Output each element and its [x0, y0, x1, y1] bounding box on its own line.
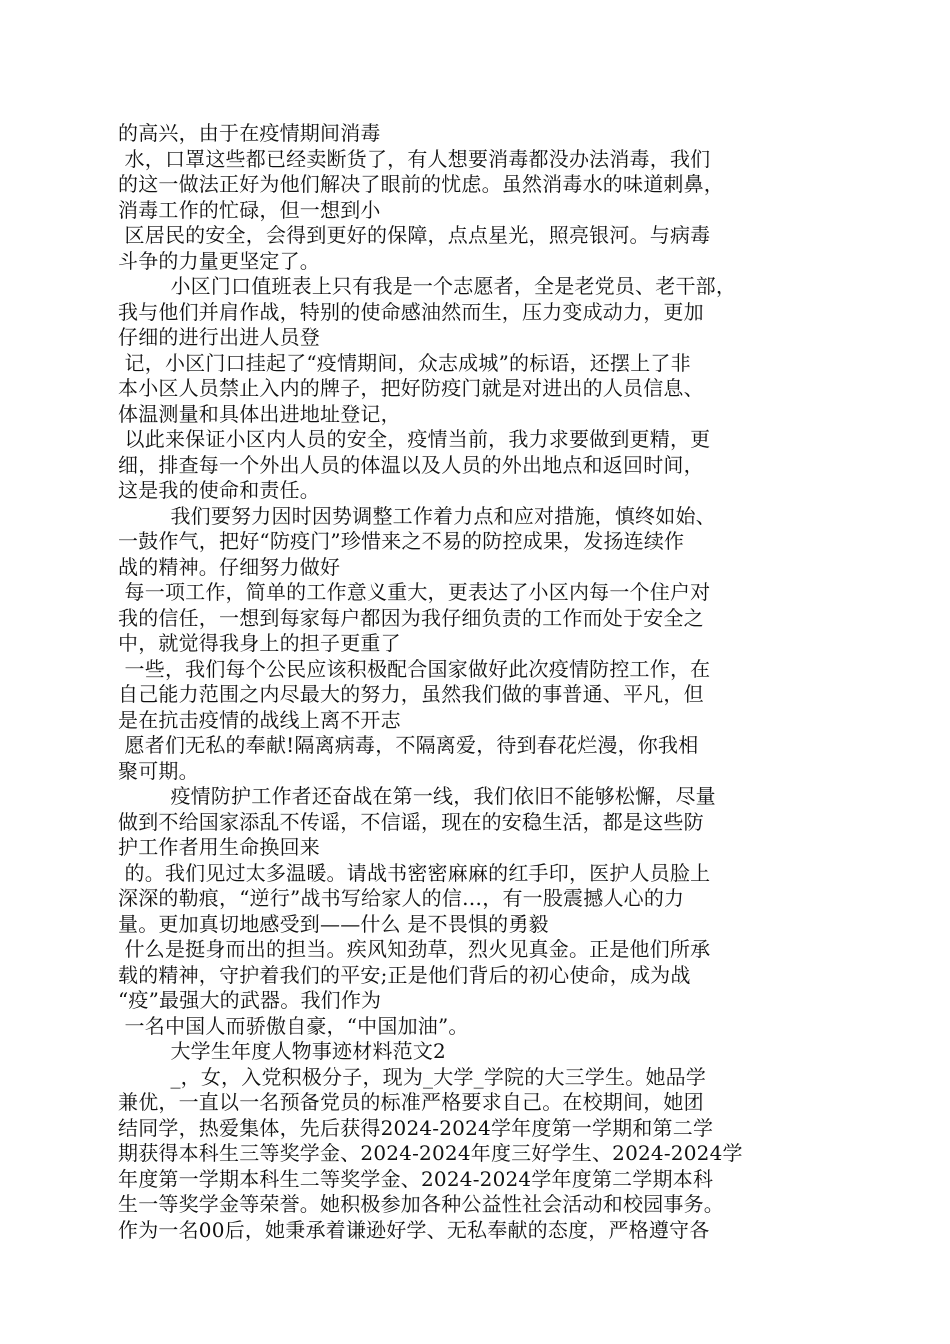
text-line: 是在抗击疫情的战线上离不开志 [118, 707, 401, 732]
text-line: “疫”最强大的武器。我们作为 [118, 988, 382, 1012]
text-line: 做到不给国家添乱不传谣，不信谣，现在的安稳生活，都是这些防 [118, 809, 704, 834]
text-line: 自己能力范围之内尽最大的努力，虽然我们做的事普通、平凡，但 [118, 682, 704, 706]
text-line: 生一等奖学金等荣誉。她积极参加各种公益性社会活动和校园事务。 [118, 1192, 724, 1216]
text-line: 细，排查每一个外出人员的体温以及人员的外出地点和返回时间， [118, 452, 704, 477]
text-line: 斗争的力量更坚定了。 [118, 248, 320, 273]
text-line: 载的精神，守护着我们的平安;正是他们背后的初心使命，成为战 [118, 962, 691, 987]
text-line: 本小区人员禁止入内的牌子，把好防疫门就是对进出的人员信息、 [118, 376, 704, 400]
text-line: 结同学，热爱集体，先后获得2024-2024学年度第一学期和第二学 [118, 1115, 714, 1140]
text-line: 的这一做法正好为他们解决了眼前的忧虑。虽然消毒水的味道刺鼻， [118, 172, 724, 196]
text-line: 一些，我们每个公民应该积极配合国家做好此次疫情防控工作，在 [118, 656, 711, 681]
text-line: 每一项工作，简单的工作意义重大，更表达了小区内每一个住户对 [118, 580, 711, 604]
text-line: 护工作者用生命换回来 [118, 835, 320, 859]
text-line: 仔细的进行出进人员登 [118, 325, 320, 349]
text-line: 深深的勒痕，“逆行”战书写给家人的信…，有一股震撼人心的力 [118, 886, 685, 910]
text-line: 愿者们无私的奉献!隔离病毒，不隔离爱，待到春花烂漫，你我相 [118, 733, 699, 757]
text-line: 记，小区门口挂起了“疫情期间，众志成城”的标语，还摆上了非 [118, 350, 691, 375]
text-line: _，女，入党积极分子，现为_大学_学院的大三学生。她品学 [118, 1064, 707, 1089]
text-line: 我与他们并肩作战，特别的使命感油然而生，压力变成动力，更加 [118, 299, 704, 324]
text-line: 期获得本科生三等奖学金、2024-2024年度三好学生、2024-2024学 [118, 1141, 743, 1165]
text-line: 什么是挺身而出的担当。疾风知劲草，烈火见真金。正是他们所承 [118, 937, 711, 961]
text-line: 年度第一学期本科生二等奖学金、2024-2024学年度第二学期本科 [118, 1166, 714, 1191]
text-line: 的高兴，由于在疫情期间消毒 [118, 121, 381, 145]
text-line: 兼优，一直以一名预备党员的标准严格要求自己。在校期间，她团 [118, 1090, 704, 1114]
text-line: 小区门口值班表上只有我是一个志愿者，全是老党员、老干部， [118, 274, 737, 298]
text-line: 聚可期。 [118, 758, 199, 783]
text-line: 的。我们见过太多温暖。请战书密密麻麻的红手印，医护人员脸上 [118, 860, 711, 885]
text-line: 中，就觉得我身上的担子更重了 [118, 631, 401, 655]
text-line: 我们要努力因时因势调整工作着力点和应对措施，慎终如始、 [118, 503, 716, 528]
text-line: 水，口罩这些都已经卖断货了，有人想要消毒都没办法消毒，我们 [118, 146, 711, 171]
text-line: 区居民的安全，会得到更好的保障，点点星光，照亮银河。与病毒 [118, 223, 711, 247]
text-line: 以此来保证小区内人员的安全，疫情当前，我力求要做到更精，更 [118, 427, 711, 451]
text-line: 大学生年度人物事迹材料范文2 [118, 1039, 446, 1063]
text-line: 量。更加真切地感受到——什么 是不畏惧的勇毅 [118, 911, 549, 936]
text-line: 我的信任，一想到每家每户都因为我仔细负责的工作而处于安全之 [118, 605, 704, 630]
text-line: 作为一名00后，她秉承着谦逊好学、无私奉献的态度，严格遵守各 [118, 1217, 710, 1242]
text-line: 这是我的使命和责任。 [118, 478, 320, 502]
text-line: 战的精神。仔细努力做好 [118, 554, 341, 579]
text-line: 一名中国人而骄傲自豪，“中国加油”。 [118, 1013, 469, 1038]
document-body [118, 121, 838, 1243]
text-line: 消毒工作的忙碌，但一想到小 [118, 197, 381, 222]
text-line: 体温测量和具体出进地址登记， [118, 401, 401, 426]
text-line: 疫情防护工作者还奋战在第一线，我们依旧不能够松懈，尽量 [118, 784, 716, 808]
text-line: 一鼓作气，把好“防疫门”珍惜来之不易的防控成果，发扬连续作 [118, 529, 685, 553]
